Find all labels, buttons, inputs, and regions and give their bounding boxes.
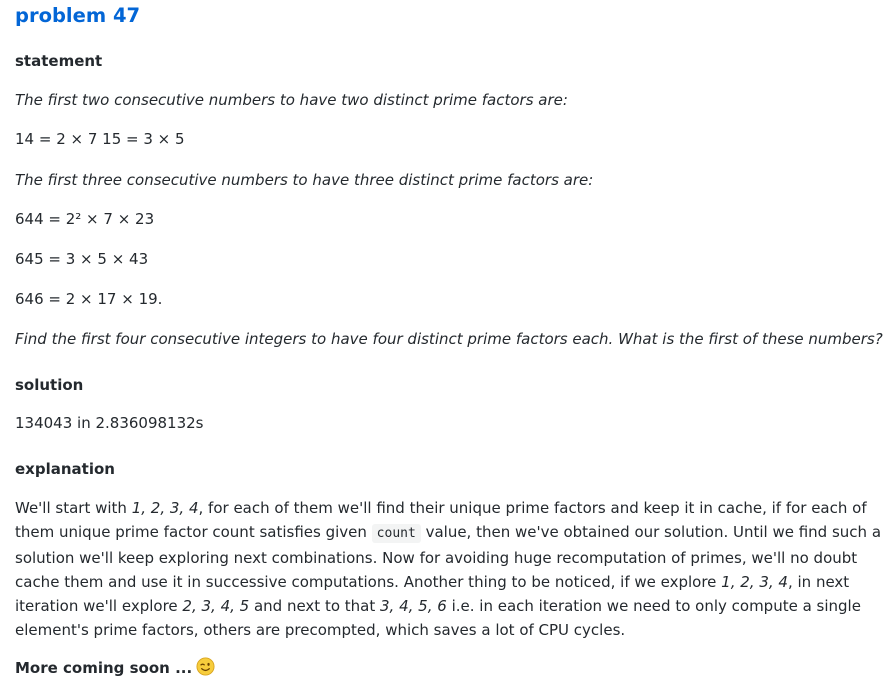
explanation-sequence-2: 1, 2, 3, 4: [721, 573, 788, 591]
explanation-text-3: value, then we've obtained our solution. Until we find such a solution we'll keep exploring next combinations. Now for avoiding huge recomputation of primes, we'll no doubt cache them and use it in successive computations. Another thing to be noticed, if we explore: [15, 523, 882, 591]
statement-example-644: 644 = 2² × 7 × 23: [15, 210, 155, 228]
page-title: problem 47: [15, 4, 141, 27]
footer-note: [15, 657, 215, 681]
explanation-text-4: , in next iteration we'll explore: [15, 573, 850, 615]
explanation-heading: explanation: [15, 460, 115, 478]
explanation-text-6: i.e. in each iteration we need to only compute a single element's prime factors, others are precompted, which saves a lot of CPU cycles.: [15, 597, 861, 639]
explanation-sequence-1: 1, 2, 3, 4: [131, 499, 199, 517]
explanation-paragraph: [15, 496, 883, 642]
explanation-text-1: We'll start with: [15, 499, 132, 517]
statement-intro-three: The first three consecutive numbers to have three distinct prime factors are:: [15, 171, 594, 189]
footer-text: More coming soon ...: [15, 659, 193, 677]
winking-face-icon: [196, 657, 215, 681]
inline-code-count: count: [372, 524, 421, 543]
statement-question: Find the first four consecutive integers to have four distinct prime factors each. What is the first of these numbers?: [15, 330, 883, 348]
explanation-sequence-4: 3, 4, 5, 6: [380, 597, 447, 615]
statement-example-646: 646 = 2 × 17 × 19.: [15, 290, 163, 308]
statement-heading: statement: [15, 52, 103, 70]
solution-heading: solution: [15, 376, 84, 394]
explanation-text-2: , for each of them we'll find their unique prime factors and keep it in cache, if for each of them unique prime factor count satisfies given: [15, 499, 867, 541]
statement-example-two: 14 = 2 × 7 15 = 3 × 5: [15, 130, 185, 148]
explanation-text-5: and next to that: [249, 597, 381, 615]
statement-example-645: 645 = 3 × 5 × 43: [15, 250, 149, 268]
explanation-sequence-3: 2, 3, 4, 5: [182, 597, 250, 615]
solution-text: 134043 in 2.836098132s: [15, 414, 204, 432]
statement-intro-two: The first two consecutive numbers to have two distinct prime factors are:: [15, 91, 568, 109]
